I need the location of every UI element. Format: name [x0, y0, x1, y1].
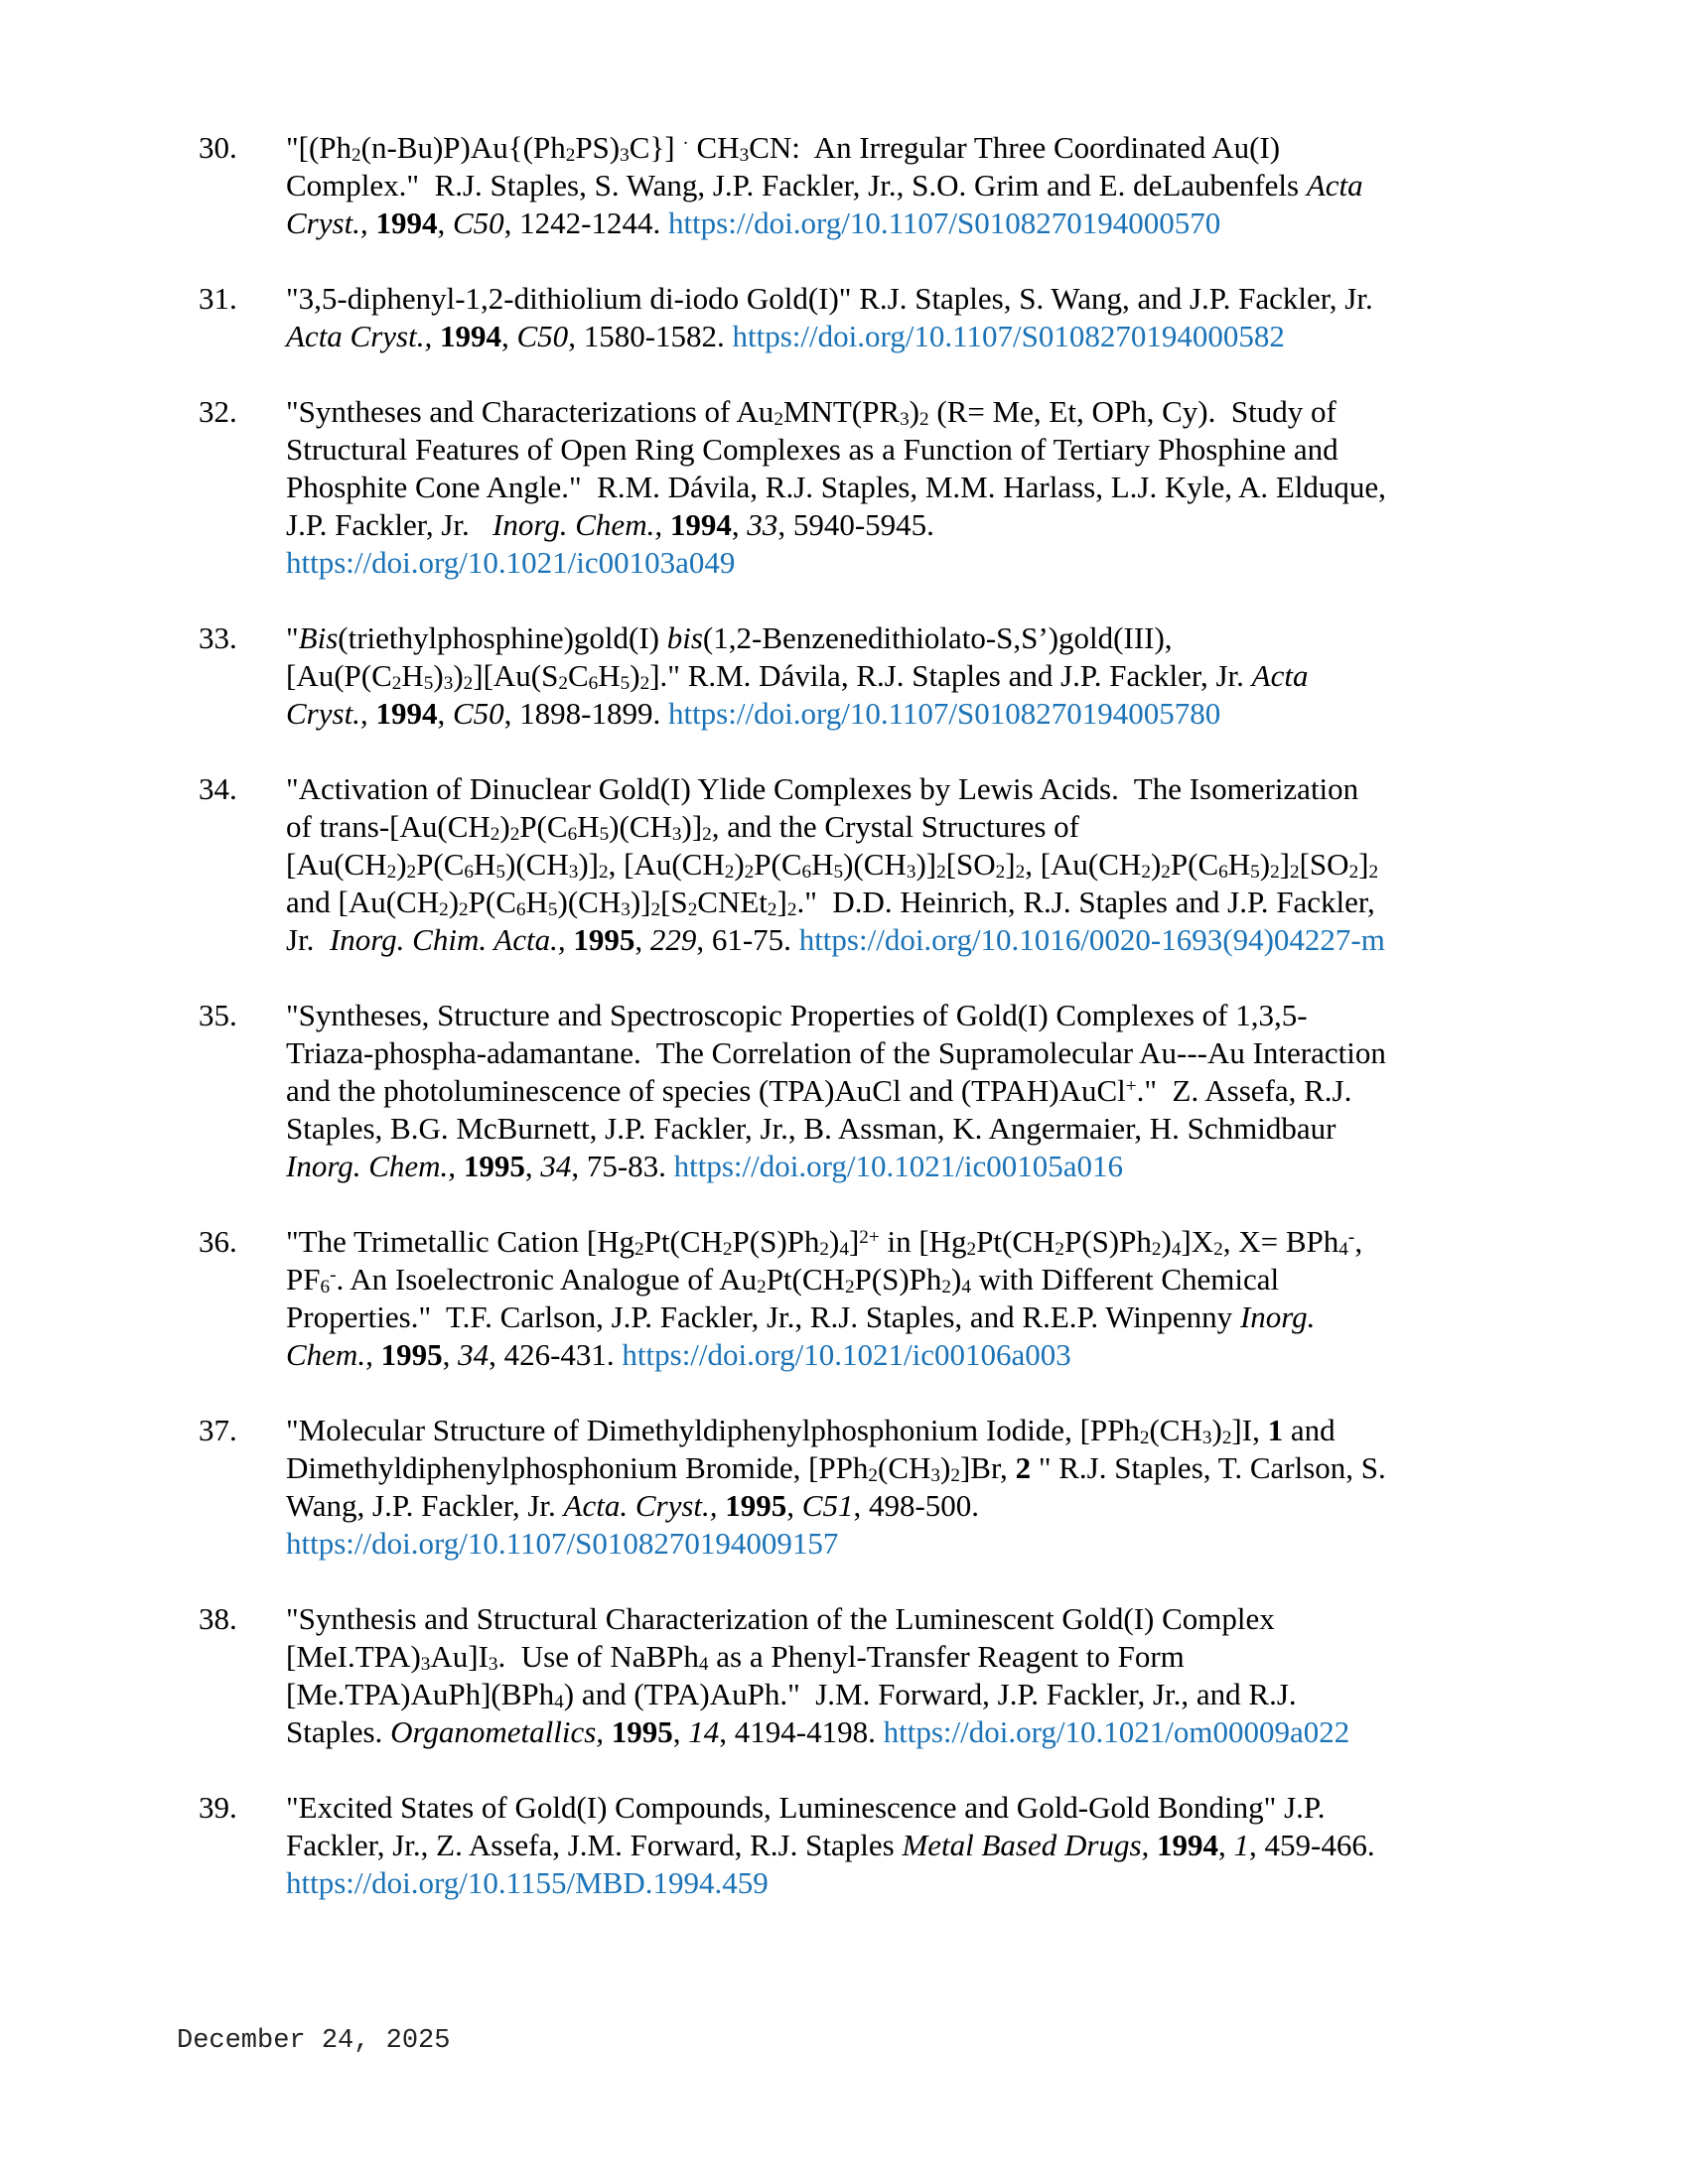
footer-date: December 24, 2025 [177, 2026, 451, 2056]
reference-list [199, 129, 1557, 1940]
reference-item [199, 1412, 1557, 1563]
reference-number: 35. [199, 998, 237, 1032]
reference-item [199, 1223, 1557, 1374]
doi-link[interactable]: https://doi.org/10.1021/ic00103a049 [286, 545, 736, 580]
doi-link[interactable]: https://doi.org/10.1107/S0108270194000582 [732, 319, 1285, 353]
doi-link[interactable]: https://doi.org/10.1107/S0108270194005780 [667, 696, 1221, 731]
reference-item [199, 997, 1557, 1185]
reference-number: 31. [199, 281, 237, 316]
reference-text: "Bis(triethylphosphine)gold(I) bis(1,2-Benzenedithiolato-S,S’)gold(III), $[Au(P(C_2H_5)_3)_2][Au(S_2C_6H_5)_2]$." R.M. Dávila, R.J. Staples and J.P. Fackler, Jr. Acta Cryst., 1994, C50, 1898-1899. https://doi.org/10.1107/S0108270194005780 [286, 620, 1309, 731]
reference-item [199, 770, 1557, 959]
reference-item [199, 619, 1557, 733]
reference-number: 33. [199, 620, 237, 655]
reference-number: 37. [199, 1413, 237, 1447]
doi-link[interactable]: https://doi.org/10.1107/S0108270194009157 [286, 1526, 839, 1561]
reference-item [199, 1600, 1557, 1751]
reference-item [199, 393, 1557, 582]
reference-item [199, 280, 1557, 355]
doi-link[interactable]: https://doi.org/10.1021/ic00105a016 [673, 1149, 1124, 1183]
doi-link[interactable]: https://doi.org/10.1021/ic00106a003 [622, 1337, 1071, 1372]
reference-item [199, 129, 1557, 242]
reference-text: "Activation of Dinuclear Gold(I) Ylide Complexes by Lewis Acids. The Isomerization of trans-$[Au(CH_2)_2P(C_6H_5)(CH_3)]_2$, and the Crystal Structures of $[Au(CH_2)_2P(C_6H_5)(CH_3)]_2$, $[Au(CH_2)_2P(C_6H_5)(CH_3)]_2[SO_2]_2$, $[Au(CH_2)_2P(C_6H_5)_2]_2[SO_2]_2$ and $[Au(CH_2)_2P(C_6H_5)(CH_3)]_2[S_2CNEt_2]_2$." D.D. Heinrich, R.J. Staples and J.P. Fackler, Jr. Inorg. Chim. Acta., 1995, 229, 61-75. https://doi.org/10.1016/0020-1693(94)04227-m [286, 771, 1385, 957]
reference-text: "Synthesis and Structural Characterization of the Luminescent Gold(I) Complex $[MeI.TPA)_3Au]I_3$. Use of NaBPh$_4$ as a Phenyl-Transfer Reagent to Form [Me.TPA)AuPh](BPh$_4$) and (TPA)AuPh." J.M. Forward, J.P. Fackler, Jr., and R.J. Staples. Organometallics, 1995, 14, 4194-4198. https://doi.org/10.1021/om00009a022 [286, 1601, 1350, 1749]
doi-link[interactable]: https://doi.org/10.1021/om00009a022 [883, 1714, 1350, 1749]
reference-text: "The Trimetallic Cation $[Hg_2Pt(CH_2P(S)Ph_2)_4]^{2+}$ in $[Hg_2Pt(CH_2P(S)Ph_2)_4]X_2$, X= BPh$_4$-, $PF_6^-$. An Isoelectronic Analogue of $Au_2Pt(CH_2P(S)Ph_2)_4$ with Different Chemical Properties." T.F. Carlson, J.P. Fackler, Jr., R.J. Staples, and R.E.P. Winpenny Inorg. Chem., 1995, 34, 426-431. https://doi.org/10.1021/ic00106a003 [286, 1224, 1363, 1372]
reference-text: "Syntheses and Characterizations of $Au_2MNT(PR_3)_2$ (R= Me, Et, OPh, Cy). Study of Structural Features of Open Ring Complexes as a Function of Tertiary Phosphine and Phosphite Cone Angle." R.M. Dávila, R.J. Staples, M.M. Harlass, L.J. Kyle, A. Elduque, J.P. Fackler, Jr. Inorg. Chem., 1994, 33, 5940-5945. https://doi.org/10.1021/ic00103a049 [286, 394, 1386, 580]
reference-text: "3,5-diphenyl-1,2-dithiolium di-iodo Gold(I)" R.J. Staples, S. Wang, and J.P. Fackler, Jr. Acta Cryst., 1994, C50, 1580-1582. https://doi.org/10.1107/S0108270194000582 [286, 281, 1373, 353]
doi-link[interactable]: https://doi.org/10.1016/0020-1693(94)04227-m [798, 922, 1385, 957]
reference-number: 38. [199, 1601, 237, 1636]
reference-number: 32. [199, 394, 237, 429]
reference-number: 36. [199, 1224, 237, 1259]
reference-text: "$[(Ph_2(n-Bu)P)Au\{(Ph_2PS)_3C\}]$ · $CH_3CN$: An Irregular Three Coordinated Au(I) Complex." R.J. Staples, S. Wang, J.P. Fackler, Jr., S.O. Grim and E. deLaubenfels Acta Cryst., 1994, C50, 1242-1244. https://doi.org/10.1107/S0108270194000570 [286, 130, 1363, 240]
doi-link[interactable]: https://doi.org/10.1155/MBD.1994.459 [286, 1865, 769, 1900]
reference-number: 30. [199, 130, 237, 165]
reference-number: 34. [199, 771, 237, 806]
reference-item [199, 1789, 1557, 1902]
reference-text: "Syntheses, Structure and Spectroscopic Properties of Gold(I) Complexes of 1,3,5- Triaza-phospha-adamantane. The Correlation of the Supramolecular Au---Au Interaction and the photoluminescence of species (TPA)AuCl and (TPAH)AuCl+." Z. Assefa, R.J. Staples, B.G. McBurnett, J.P. Fackler, Jr., B. Assman, K. Angermaier, H. Schmidbaur Inorg. Chem., 1995, 34, 75-83. https://doi.org/10.1021/ic00105a016 [286, 998, 1386, 1183]
reference-text: "Molecular Structure of Dimethyldiphenylphosphonium Iodide, $[PPh_2(CH_3)_2]I$, 1 and Dimethyldiphenylphosphonium Bromide, $[PPh_2(CH_3)_2]Br$, 2 " R.J. Staples, T. Carlson, S. Wang, J.P. Fackler, Jr. Acta. Cryst., 1995, C51, 498-500. https://doi.org/10.1107/S0108270194009157 [286, 1413, 1386, 1561]
reference-number: 39. [199, 1790, 237, 1825]
reference-text: "Excited States of Gold(I) Compounds, Luminescence and Gold-Gold Bonding" J.P. Fackler, Jr., Z. Assefa, J.M. Forward, R.J. Staples Metal Based Drugs, 1994, 1, 459-466. https://doi.org/10.1155/MBD.1994.459 [286, 1790, 1375, 1900]
doi-link[interactable]: https://doi.org/10.1107/S0108270194000570 [667, 205, 1221, 240]
